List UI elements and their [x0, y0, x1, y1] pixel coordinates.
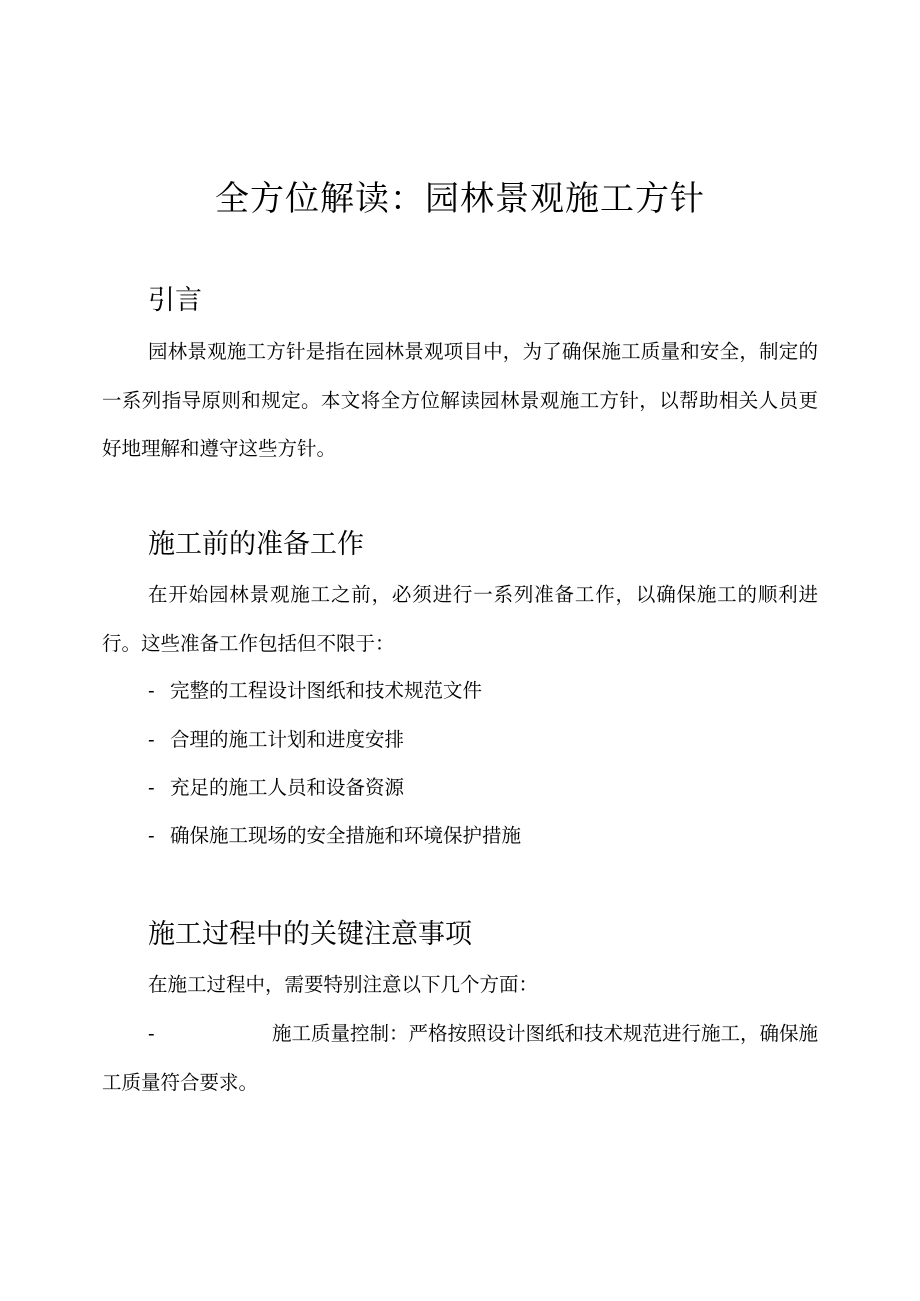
section-heading-key-notes: 施工过程中的关键注意事项 [148, 919, 472, 950]
list-marker: - [148, 824, 155, 847]
key-notes-paragraph: 在施工过程中，需要特别注意以下几个方面： [148, 973, 539, 996]
list-item [148, 725, 404, 755]
document-title: 全方位解读：园林景观施工方针 [215, 179, 705, 219]
list-item-text: 充足的施工人员和设备资源 [170, 776, 405, 799]
intro-paragraph: 园林景观施工方针是指在园林景观项目中，为了确保施工质量和安全，制定的一系列指导原则和规定。本文将全方位解读园林景观施工方针，以帮助相关人员更好地理解和遵守这些方针。 [102, 340, 818, 460]
detail-marker: - [148, 1022, 155, 1045]
list-marker: - [148, 776, 155, 799]
preparation-paragraph: 在开始园林景观施工之前，必须进行一系列准备工作，以确保施工的顺利进行。这些准备工作包括但不限于： [102, 583, 818, 655]
detail-text-line1: 施工质量控制：严格按照设计图纸和技术规范进行施工，确保施 [271, 1022, 818, 1045]
list-marker: - [148, 679, 155, 702]
section-heading-intro: 引言 [148, 285, 202, 316]
detail-line-1 [102, 1010, 818, 1059]
detail-text-line2: 工质量符合要求。 [102, 1070, 259, 1094]
list-item [148, 773, 404, 803]
list-item [148, 821, 521, 851]
detail-list-item [102, 1010, 818, 1107]
list-item-text: 确保施工现场的安全措施和环境保护措施 [170, 824, 522, 847]
list-item [148, 676, 482, 706]
list-item-text: 完整的工程设计图纸和技术规范文件 [170, 679, 483, 702]
list-item-text: 合理的施工计划和进度安排 [170, 728, 405, 751]
list-marker: - [148, 728, 155, 751]
section-heading-preparation: 施工前的准备工作 [148, 529, 364, 560]
